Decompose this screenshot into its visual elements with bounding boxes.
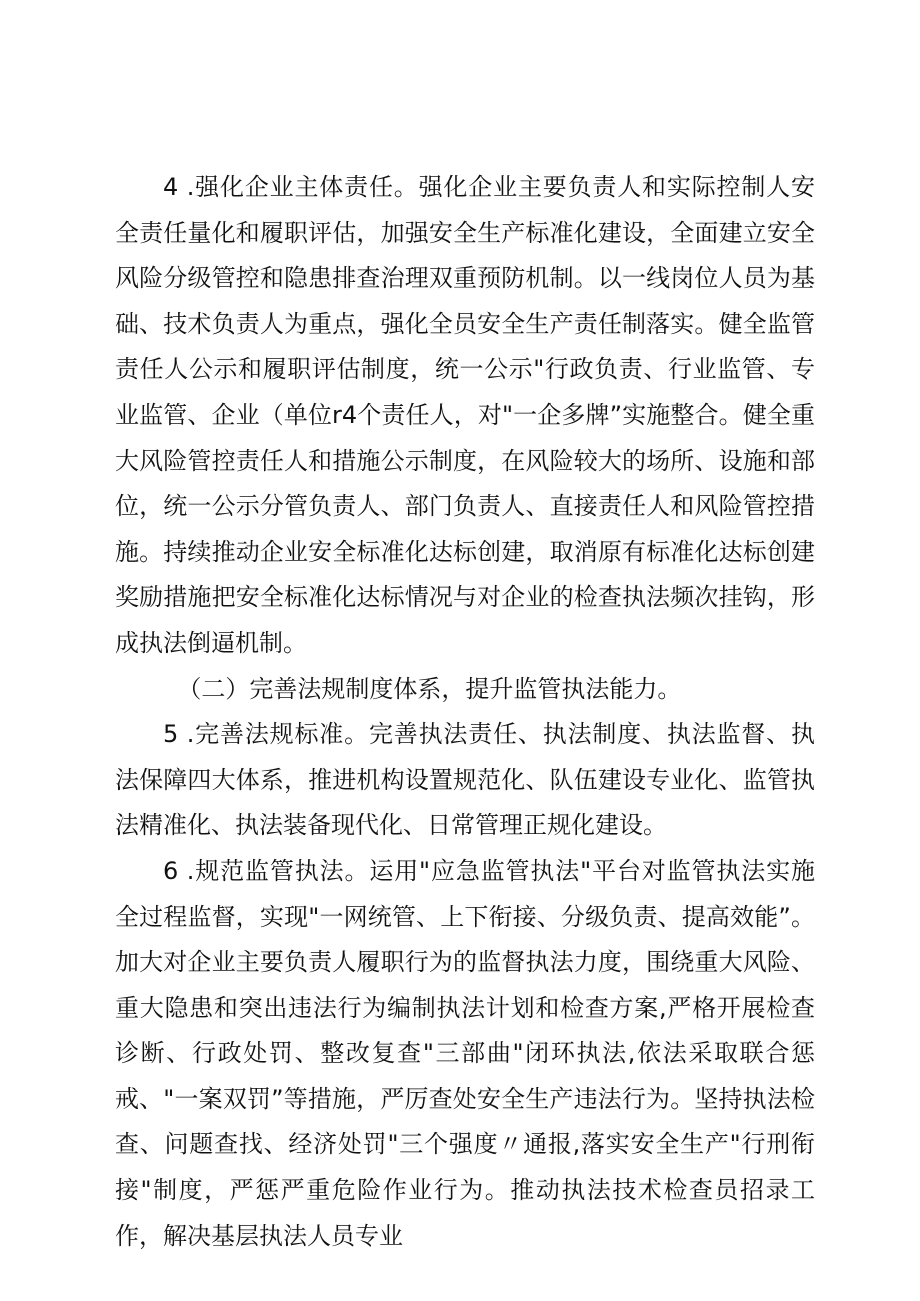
paragraph-item-5: 5 .完善法规标准。完善执法责任、执法制度、执法监督、执法保障四大体系，推进机构设置规范化、队伍建设专业化、监管执法精准化、执法装备现代化、日常管理正规化建设。 xyxy=(115,720,815,840)
paragraph-item-6: 6 .规范监管执法。运用"应急监管执法"平台对监管执法实施全过程监督，实现"一网统管、上下衔接、分级负责、提高效能”。加大对企业主要负责人履职行为的监督执法力度，围绕重大风险、重大隐患和突出违法行为编制执法计划和检查方案,严格开展检查诊断、行政处罚、整改复查"三部曲"闭环执法,依法采取联合惩戒、"一案双罚”等措施，严厉查处安全生产违法行为。坚持执法检查、问题查找、经济处罚"三个强度〃通报,落实安全生产"行刑衔接"制度，严惩严重危险作业行为。推动执法技术检查员招录工作，解决基层执法人员专业 xyxy=(115,856,815,1250)
section-heading-2: （二）完善法规制度体系，提升监管执法能力。 xyxy=(177,674,682,703)
document-body xyxy=(115,165,815,1259)
paragraph-item-4: 4 .强化企业主体责任。强化企业主要负责人和实际控制人安全责任量化和履职评估，加强安全生产标准化建设，全面建立安全风险分级管控和隐患排查治理双重预防机制。以一线岗位人员为基础、技术负责人为重点，强化全员安全生产责任制落实。健全监管责任人公示和履职评估制度，统一公示"行政负责、行业监管、专业监管、企业（单位r4个责任人，对"一企多牌”实施整合。健全重大风险管控责任人和措施公示制度，在风险较大的场所、设施和部位，统一公示分管负责人、部门负责人、直接责任人和风险管控措施。持续推动企业安全标准化达标创建，取消原有标准化达标创建奖励措施把安全标准化达标情况与对企业的检查执法频次挂钩，形成执法倒逼机制。 xyxy=(115,173,815,657)
